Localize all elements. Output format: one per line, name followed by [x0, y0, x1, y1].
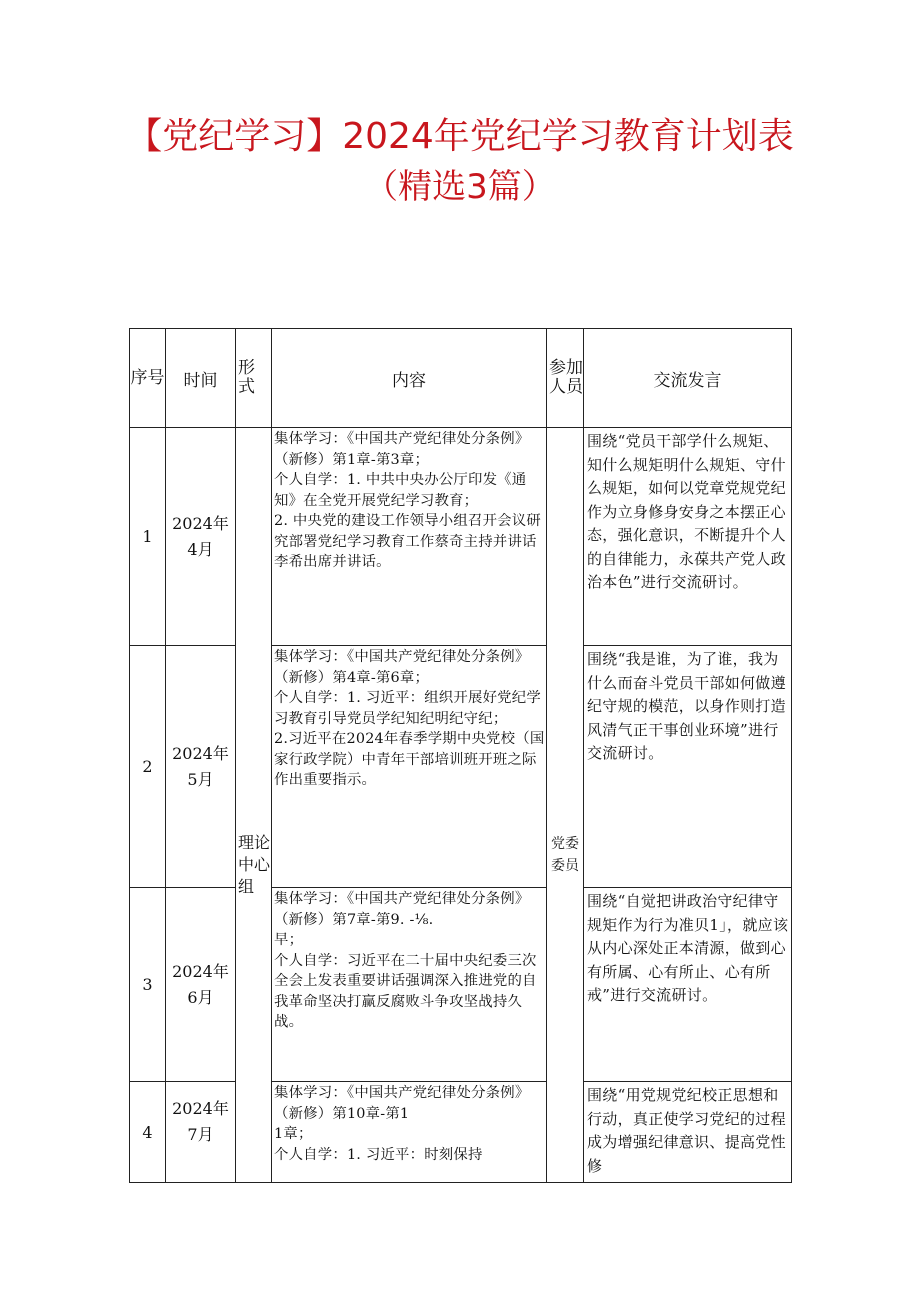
- participants-cell: 党委委员: [547, 428, 584, 1183]
- row-seq: 3: [130, 888, 166, 1082]
- table-row: [130, 646, 792, 888]
- header-seq: 序号: [130, 329, 166, 428]
- row-exchange: 围绕“用党规党纪校正思想和行动，真正使学习党纪的过程成为增强纪律意识、提高党性修: [584, 1082, 792, 1183]
- header-exchange: 交流发言: [584, 329, 792, 428]
- header-content: 内容: [272, 329, 547, 428]
- row-time: 2024年4月: [166, 428, 236, 646]
- row-time: 2024年5月: [166, 646, 236, 888]
- header-form: 形式: [236, 329, 272, 428]
- table-header-row: [130, 329, 792, 428]
- row-exchange: 围绕“我是谁，为了谁，我为什么而奋斗党员干部如何做遵纪守规的模范，以身作则打造风清气正干事创业环境”进行交流研讨。: [584, 646, 792, 888]
- row-seq: 1: [130, 428, 166, 646]
- row-content: 集体学习：《中国共产党纪律处分条例》（新修）第1章-第3章； 个人自学：1. 中共中央办公厅印发《通知》在全党开展党纪学习教育； 2. 中央党的建设工作领导小组召开会议研究部署党纪学习教育工作蔡奇主持并讲话李希出席并讲话。: [272, 428, 547, 646]
- row-content: 集体学习：《中国共产党纪律处分条例》（新修）第7章-第9. -⅛. 早； 个人自学：习近平在二十届中央纪委三次全会上发表重要讲话强调深入推进党的自我革命坚决打赢反腐败斗争攻坚战持久战。: [272, 888, 547, 1082]
- header-time: 时间: [166, 329, 236, 428]
- row-time: 2024年7月: [166, 1082, 236, 1183]
- row-content: 集体学习：《中国共产党纪律处分条例》（新修）第10章-第1 1章； 个人自学：1. 习近平：时刻保持: [272, 1082, 547, 1183]
- study-plan-table: [129, 328, 792, 1183]
- row-time: 2024年6月: [166, 888, 236, 1082]
- table-row: [130, 1082, 792, 1183]
- row-exchange: 围绕“自觉把讲政治守纪律守规矩作为行为准贝1」，就应该从内心深处正本清源，做到心有所属、心有所止、心有所戒”进行交流研讨。: [584, 888, 792, 1082]
- row-seq: 4: [130, 1082, 166, 1183]
- row-content: 集体学习：《中国共产党纪律处分条例》（新修）第4章-第6章； 个人自学：1. 习近平：组织开展好党纪学习教育引导党员学纪知纪明纪守纪； 2.习近平在2024年春季学期中央党校（国家行政学院）中青年干部培训班开班之际作出重要指示。: [272, 646, 547, 888]
- table-row: [130, 888, 792, 1082]
- table-row: [130, 428, 792, 646]
- row-exchange: 围绕“党员干部学什么规矩、知什么规矩明什么规矩、守什么规矩，如何以党章党规党纪作为立身修身安身之本摆正心态，强化意识，不断提升个人的自律能力，永葆共产党人政治本色”进行交流研讨。: [584, 428, 792, 646]
- form-cell: 理论中心组: [236, 428, 272, 1183]
- header-participants: 参加人员: [547, 329, 584, 428]
- row-seq: 2: [130, 646, 166, 888]
- document-title: 【党纪学习】2024年党纪学习教育计划表: [126, 116, 794, 157]
- document-subtitle: （精选3篇）: [364, 167, 556, 207]
